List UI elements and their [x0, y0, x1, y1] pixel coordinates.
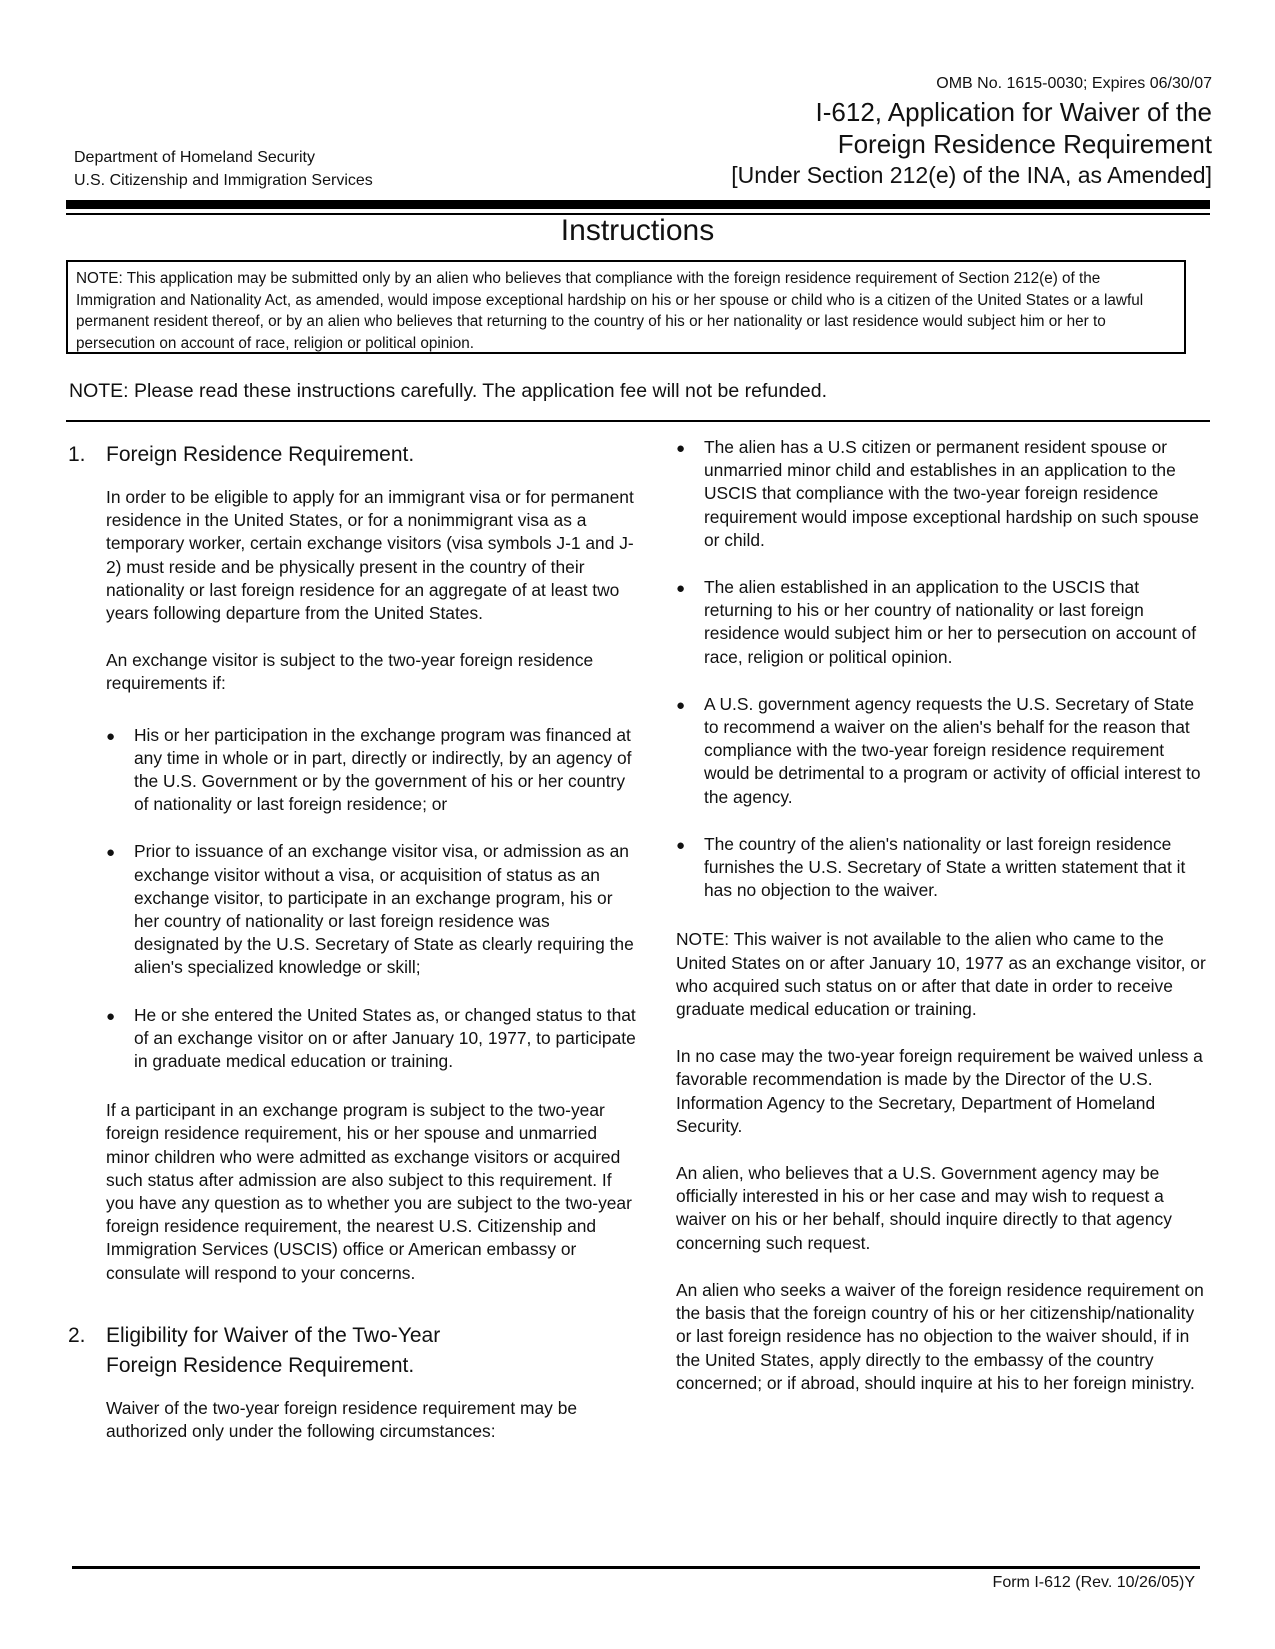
section1-title: Foreign Residence Requirement.	[106, 443, 415, 466]
form-title-line2: Foreign Residence Requirement	[837, 129, 1212, 159]
list-item	[676, 693, 1206, 809]
section1-paragraph1: In order to be eligible to apply for an immigrant visa or for permanent residence in the United States, or for a nonimmigrant visa as a temporary worker, certain exchange visitors (visa symbols J-1 and J-2) must reside and be physically present in the country of their nationality or last foreign residence for an aggregate of at least two years following departure from the United States.	[106, 487, 634, 624]
fee-note: NOTE: Please read these instructions carefully. The application fee will not be refunded.	[69, 380, 828, 402]
note-box	[66, 260, 1186, 354]
form-title-line3: [Under Section 212(e) of the INA, as Amended]	[731, 162, 1212, 188]
list-item	[106, 724, 638, 817]
section2-title-line2: Foreign Residence Requirement.	[106, 1353, 415, 1377]
header-rule-thick	[66, 200, 1210, 209]
section2-paragraph2: In no case may the two-year foreign requirement be waived unless a favorable recommendation is made by the Director of the U.S. Information Agency to the Secretary, Department of Homeland Security.	[676, 1046, 1203, 1136]
left-column	[68, 440, 638, 1443]
bullet-text: He or she entered the United States as, or changed status to that of an exchange visitor on or after January 10, 1977, to participate in graduate medical education or training.	[134, 1004, 636, 1072]
section2-paragraph4: An alien who seeks a waiver of the foreign residence requirement on the basis that the foreign country of his or her citizenship/nationality or last foreign residence has no objection to the waiver should, if in the United States, apply directly to the embassy of the country concerned; or if abroad, should inquire at his to her foreign ministry.	[676, 1279, 1204, 1393]
bullet-text: The alien has a U.S citizen or permanent resident spouse or unmarried minor child and establishes in an application to the USCIS that compliance with the two-year foreign residence requirement would impose exceptional hardship on such spouse or child.	[704, 437, 1199, 550]
section2-number: 2.	[68, 1323, 86, 1347]
list-item	[106, 1004, 638, 1074]
footer-rule	[72, 1566, 1200, 1569]
bullet-icon: ●	[676, 696, 686, 714]
list-item	[676, 576, 1206, 669]
omb-number: OMB No. 1615-0030; Expires 06/30/07	[936, 75, 1212, 92]
bullet-icon: ●	[676, 440, 686, 457]
department-name: Department of Homeland Security	[74, 149, 315, 166]
bullet-icon: ●	[676, 836, 686, 854]
bullet-text: The country of the alien's nationality or last foreign residence furnishes the U.S. Secretary of State a written statement that it has no objection to the waiver.	[704, 833, 1186, 901]
right-column	[676, 436, 1206, 1395]
note-box-text: NOTE: This application may be submitted only by an alien who believes that compliance with the foreign residence requirement of Section 212(e) of the Immigration and Nationality Act, as amended, would impose exceptional hardship on his or her spouse or child who is a citizen of the United States or a lawful permanent resident thereof, or by an alien who believes that returning to the country of his or her nationality or last residence would subject him or her to persecution on account of race, religion or political opinion.	[76, 270, 1144, 352]
list-item	[676, 436, 1206, 552]
section2-heading	[68, 1321, 638, 1381]
section2-paragraph1: Waiver of the two-year foreign residence requirement may be authorized only under the following circumstances:	[106, 1397, 578, 1442]
bullet-text: Prior to issuance of an exchange visitor visa, or admission as an exchange visitor without a visa, or acquisition of status as an exchange visitor, to participate in an exchange program, his or her country of nationality or last foreign residence was designated by the U.S. Secretary of State as clearly requiring the alien's specialized knowledge or skill;	[134, 841, 634, 978]
bullet-icon: ●	[106, 844, 116, 862]
section1-paragraph3: If a participant in an exchange program is subject to the two-year foreign residence requirement, his or her spouse and unmarried minor children who were admitted as exchange visitors or acquired such status after admission are also subject to this requirement. If you have any question as to whether you are subject to the two-year foreign residence requirement, the nearest U.S. Citizenship and Immigration Services (USCIS) office or American embassy or consulate will respond to your concerns.	[106, 1100, 632, 1283]
bullet-icon: ●	[676, 580, 686, 598]
form-title-line1: I-612, Application for Waiver of the	[815, 97, 1212, 127]
instructions-title: Instructions	[560, 214, 715, 247]
section-divider	[66, 420, 1210, 422]
list-item	[106, 840, 638, 979]
form-number: Form I-612 (Rev. 10/26/05)Y	[992, 1574, 1195, 1591]
section2-title-line1: Eligibility for Waiver of the Two-Year	[106, 1323, 441, 1347]
section2-paragraph3: An alien, who believes that a U.S. Government agency may be officially interested in his or her case and may wish to request a waiver on his or her behalf, should inquire directly to that agency concerning such request.	[676, 1163, 1172, 1253]
list-item	[676, 833, 1206, 903]
bullet-icon: ●	[106, 1007, 116, 1025]
section1-number: 1.	[68, 443, 86, 466]
section2-title	[106, 1321, 440, 1381]
waiver-note: NOTE: This waiver is not available to the alien who came to the United States on or after January 10, 1977 as an exchange visitor, or who acquired such status on or after that date in order to receive graduate medical education or training.	[676, 929, 1206, 1020]
bullet-icon: ●	[106, 727, 116, 745]
bullet-text: His or her participation in the exchange program was financed at any time in whole or in part, directly or indirectly, by an agency of the U.S. Government or by the government of his or her country of nationality or last foreign residence; or	[134, 724, 632, 815]
section1-heading	[68, 440, 638, 470]
section1-paragraph2: An exchange visitor is subject to the two-year foreign residence requirements if:	[106, 650, 594, 694]
bullet-text: The alien established in an application to the USCIS that returning to his or her country of nationality or last foreign residence would subject him or her to persecution on account of race, religion or political opinion.	[704, 577, 1197, 667]
bullet-text: A U.S. government agency requests the U.S. Secretary of State to recommend a waiver on the alien's behalf for the reason that compliance with the two-year foreign residence requirement would be detrimental to a program or activity of official interest to the agency.	[704, 693, 1201, 807]
agency-name: U.S. Citizenship and Immigration Services	[74, 172, 373, 189]
